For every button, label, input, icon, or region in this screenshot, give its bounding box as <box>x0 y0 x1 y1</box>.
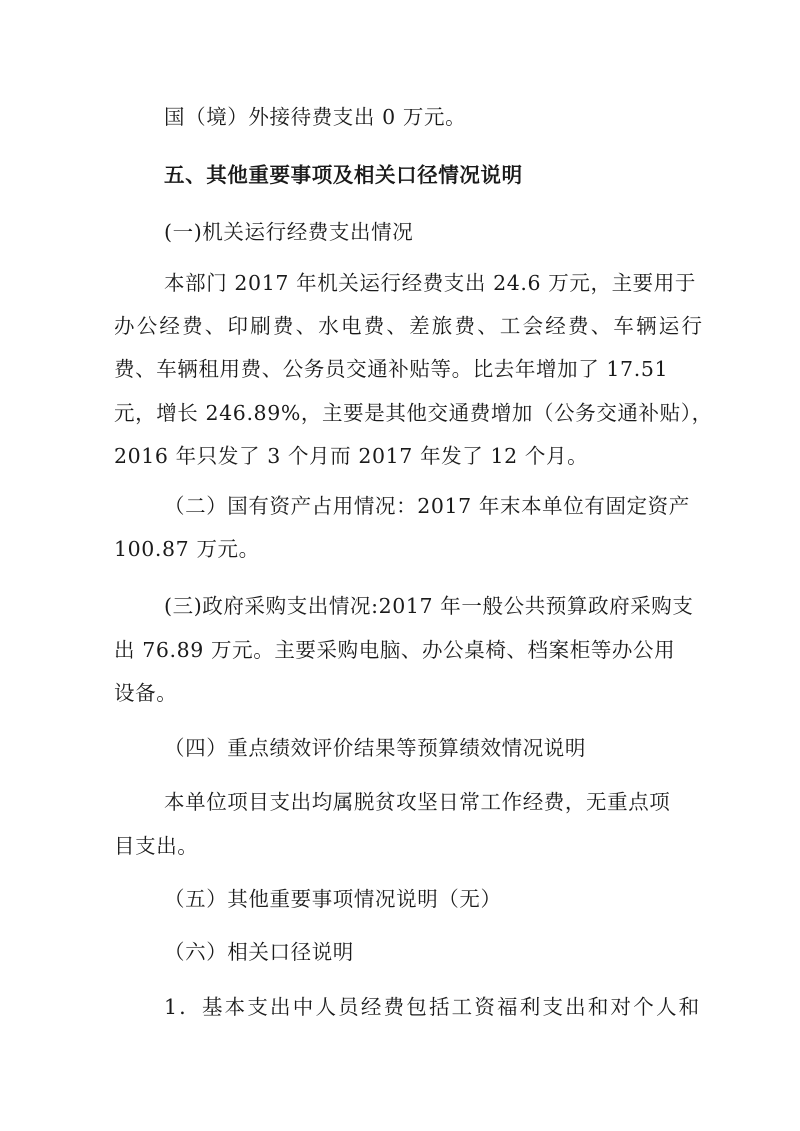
paragraph-line: （二）国有资产占用情况：2017 年末本单位有固定资产 <box>164 494 690 518</box>
paragraph-line: 国（境）外接待费支出 0 万元。 <box>164 105 467 129</box>
paragraph-line: 办公经费、印刷费、水电费、差旅费、工会经费、车辆运行 <box>114 314 705 338</box>
subsection-heading: （四）重点绩效评价结果等预算绩效情况说明 <box>164 736 586 760</box>
paragraph-line: 本单位项目支出均属脱贫攻坚日常工作经费，无重点项 <box>164 790 671 814</box>
paragraph-line: 100.87 万元。 <box>114 537 260 561</box>
paragraph-line: 2016 年只发了 3 个月而 2017 年发了 12 个月。 <box>114 444 589 468</box>
subsection-heading: （六）相关口径说明 <box>164 940 354 964</box>
paragraph-line: 设备。 <box>114 681 178 705</box>
section-heading: 五、其他重要事项及相关口径情况说明 <box>164 163 523 187</box>
paragraph-line: 费、车辆租用费、公务员交通补贴等。比去年增加了 17.51 <box>114 357 669 381</box>
paragraph-line: 本部门 2017 年机关运行经费支出 24.6 万元，主要用于 <box>164 271 696 295</box>
paragraph-line: 出 76.89 万元。主要采购电脑、办公桌椅、档案柜等办公用 <box>114 638 676 662</box>
paragraph-line: 元，增长 246.89%，主要是其他交通费增加（公务交通补贴）， <box>114 401 713 425</box>
subsection-heading: (一)机关运行经费支出情况 <box>164 220 414 244</box>
paragraph-line: 目支出。 <box>114 834 199 858</box>
paragraph-line: 1．基本支出中人员经费包括工资福利支出和对个人和 <box>164 995 702 1019</box>
subsection-heading: （五）其他重要事项情况说明（无） <box>164 887 502 911</box>
paragraph-line: (三)政府采购支出情况:2017 年一般公共预算政府采购支 <box>164 594 694 618</box>
